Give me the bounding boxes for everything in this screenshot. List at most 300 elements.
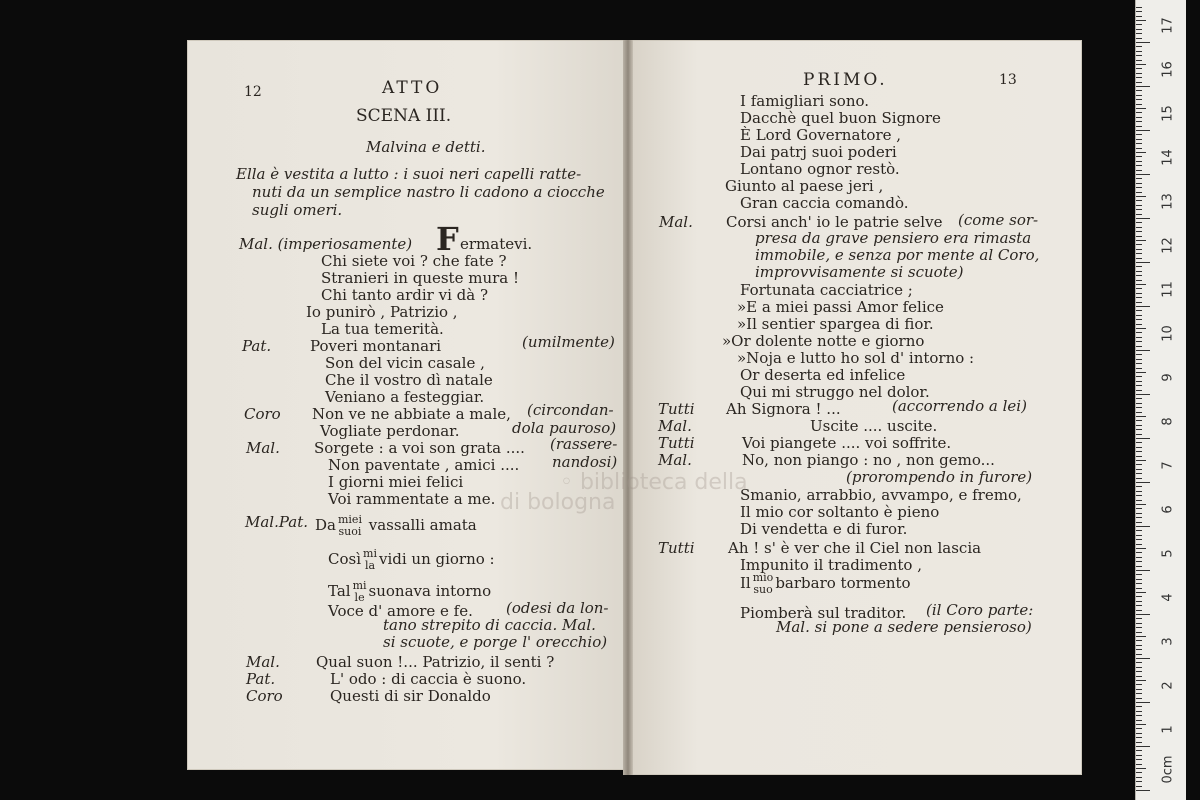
ruler-tick: [1136, 522, 1142, 523]
verse-line: Chi tanto ardir vi dà ?: [321, 286, 489, 304]
ruler-tick: [1136, 728, 1142, 729]
ruler-tick: [1136, 407, 1142, 408]
verse-line: Fortunata cacciatrice ;: [740, 281, 913, 299]
verse-line: »E a miei passi Amor felice: [737, 298, 944, 316]
verse-word: vidi un giorno :: [378, 550, 495, 568]
stage-direction: (umilmente): [522, 333, 615, 351]
ruler-tick: [1136, 214, 1142, 215]
verse-line: Stranieri in queste mura !: [321, 269, 520, 287]
ruler-tick: [1136, 750, 1142, 751]
ruler-label: 8: [1160, 417, 1176, 426]
ruler-tick: [1136, 398, 1142, 399]
ruler-tick: [1136, 293, 1142, 294]
ruler-tick: [1136, 689, 1142, 690]
verse-line: Impunito il tradimento ,: [740, 556, 922, 574]
ruler-tick: [1136, 231, 1142, 232]
ruler-tick: [1136, 596, 1142, 597]
ruler-tick: [1136, 764, 1142, 765]
ruler-tick: [1136, 266, 1142, 267]
stage-direction: tano strepito di caccia. Mal.: [383, 616, 596, 634]
ruler-tick: [1136, 605, 1142, 606]
ruler-tick: [1136, 680, 1146, 681]
speaker-pat: Pat.: [246, 670, 276, 688]
ruler-tick: [1136, 654, 1142, 655]
verse-line: L' odo : di caccia è suono.: [330, 670, 527, 688]
ruler-tick: [1136, 610, 1142, 611]
stage-direction: presa da grave pensiero era rimasta: [755, 229, 1032, 247]
verse-line: Non ve ne abbiate a male,: [312, 405, 511, 423]
verse-line: Il mio cor soltanto è pieno: [740, 503, 940, 521]
speaker-mal: Mal.: [659, 213, 693, 231]
ruler-tick: [1136, 588, 1142, 589]
alt-words: [363, 548, 377, 572]
ruler-tick: [1136, 284, 1146, 285]
verse-line: La tua temerità.: [321, 320, 444, 338]
speaker-mal: Mal.: [658, 451, 692, 469]
verse-word: vassalli amata: [368, 516, 477, 534]
left-page-number: 12: [244, 84, 262, 100]
verse-line: Questi di sir Donaldo: [330, 687, 491, 705]
alt-word: mio: [752, 571, 774, 584]
speaker-coro: Coro: [246, 687, 283, 705]
ruler-tick: [1136, 416, 1146, 417]
verse-line: Ah ! s' è ver che il Ciel non lascia: [728, 539, 982, 557]
verse-line: [328, 548, 495, 572]
verse-line: »Noja e lutto ho sol d' intorno :: [737, 349, 975, 367]
ruler-tick: [1136, 425, 1142, 426]
ruler-tick: [1136, 530, 1142, 531]
ruler-tick: [1136, 319, 1142, 320]
verse-line: Che il vostro dì natale: [325, 371, 493, 389]
stage-direction: (come sor-: [958, 211, 1039, 229]
ruler-tick: [1136, 632, 1142, 633]
ruler-tick: [1136, 495, 1142, 496]
verse-line: Veniano a festeggiar.: [325, 388, 485, 406]
alt-words: [338, 514, 362, 538]
ruler-tick: [1136, 170, 1142, 171]
ruler-tick: [1136, 429, 1142, 430]
verse-line: Vogliate perdonar.: [320, 422, 460, 440]
ruler-tick: [1136, 733, 1142, 734]
ruler-tick: [1136, 16, 1142, 17]
verse-line: È Lord Governatore ,: [740, 126, 902, 144]
ruler-label: 12: [1160, 237, 1176, 254]
ruler-tick: [1136, 236, 1142, 237]
verse-line: Or deserta ed infelice: [740, 366, 906, 384]
verse-line: Lontano ognor restò.: [740, 160, 900, 178]
verse-line: Di vendetta e di furor.: [740, 520, 908, 538]
ruler-tick: [1136, 249, 1142, 250]
ruler-tick: [1136, 434, 1142, 435]
ruler-tick: [1136, 222, 1142, 223]
ruler-tick: [1136, 218, 1150, 219]
verse-word: Da: [315, 516, 336, 534]
ruler-tick: [1136, 786, 1142, 787]
ruler-tick: [1136, 777, 1142, 778]
ruler-tick: [1136, 640, 1142, 641]
verse-line: Voi piangete .... voi soffrite.: [742, 434, 952, 452]
ruler-tick: [1136, 478, 1142, 479]
ruler-tick: [1136, 636, 1146, 637]
ruler-tick: [1136, 253, 1142, 254]
ruler-tick: [1136, 394, 1150, 395]
ruler-tick: [1136, 77, 1142, 78]
ruler-tick: [1136, 368, 1142, 369]
ruler-tick: [1136, 790, 1150, 791]
ruler-tick: [1136, 73, 1142, 74]
ruler-tick: [1136, 486, 1142, 487]
ruler-tick: [1136, 262, 1150, 263]
speaker-mal: Mal.: [658, 417, 692, 435]
ruler-tick: [1136, 178, 1142, 179]
ruler-tick: [1136, 302, 1142, 303]
ruler-tick: [1136, 570, 1150, 571]
ruler-tick: [1136, 539, 1142, 540]
watermark-2: di bologna: [500, 490, 616, 515]
ruler-tick: [1136, 482, 1150, 483]
ruler-tick: [1136, 491, 1142, 492]
ruler-tick: [1136, 552, 1142, 553]
ruler-tick: [1136, 350, 1150, 351]
ruler-tick: [1136, 649, 1142, 650]
ruler-tick: [1136, 64, 1146, 65]
ruler-tick: [1136, 108, 1146, 109]
alt-word: suoi: [338, 525, 362, 538]
scene-heading: SCENA III.: [356, 106, 452, 126]
ruler-label: 11: [1160, 281, 1176, 298]
ruler-tick: [1136, 561, 1142, 562]
ruler-tick: [1136, 38, 1142, 39]
ruler-tick: [1136, 676, 1142, 677]
ruler-label: 14: [1160, 149, 1176, 166]
ruler-tick: [1136, 359, 1142, 360]
stage-direction: si scuote, e porge l' orecchio): [383, 633, 608, 651]
ruler-tick: [1136, 328, 1146, 329]
ruler-tick: [1136, 148, 1142, 149]
verse-line: Ah Signora ! ...: [726, 400, 841, 418]
verse-line: Giunto al paese jeri ,: [725, 177, 884, 195]
stage-direction: (prorompendo in furore): [846, 468, 1033, 486]
verse-line: »Il sentier spargea di fior.: [737, 315, 934, 333]
ruler-tick: [1136, 24, 1142, 25]
ruler-tick: [1136, 227, 1142, 228]
verse-word: Così: [328, 550, 362, 568]
speaker-mal-imperiosamente: Mal. (imperiosamente): [239, 235, 413, 253]
speaker-mal: Mal.: [246, 653, 280, 671]
stage-direction: nandosi): [552, 453, 618, 471]
speaker-tutti: Tutti: [658, 539, 695, 557]
alt-word: mi: [352, 579, 367, 592]
alt-word: mi: [363, 547, 377, 560]
ruler-tick: [1136, 574, 1142, 575]
ruler-tick: [1136, 161, 1142, 162]
verse-line: [328, 580, 491, 604]
verse-line: ermatevi.: [460, 235, 533, 253]
ruler-tick: [1136, 11, 1142, 12]
ruler-tick: [1136, 271, 1142, 272]
measuring-ruler: [1135, 0, 1186, 800]
verse-line: Qui mi struggo nel dolor.: [740, 383, 930, 401]
stage-direction: dola pauroso): [512, 419, 617, 437]
stage-direction: (il Coro parte:: [926, 601, 1034, 619]
ruler-tick: [1136, 772, 1142, 773]
ruler-label: 5: [1160, 549, 1176, 558]
drop-cap: F: [436, 220, 459, 258]
ruler-tick: [1136, 724, 1146, 725]
right-page-number: 13: [999, 72, 1017, 88]
ruler-tick: [1136, 684, 1142, 685]
ruler-tick: [1136, 469, 1142, 470]
ruler-tick: [1136, 451, 1142, 452]
verse-word: Il: [740, 574, 751, 592]
alt-words: [753, 572, 774, 596]
ruler-tick: [1136, 280, 1142, 281]
speaker-mal-pat: Mal.Pat.: [245, 513, 309, 531]
ruler-tick: [1136, 737, 1142, 738]
ruler-tick: [1136, 460, 1146, 461]
ruler-tick: [1136, 390, 1142, 391]
ruler-tick: [1136, 95, 1142, 96]
ruler-tick: [1136, 152, 1146, 153]
verse-line: Dacchè quel buon Signore: [740, 109, 941, 127]
ruler-tick: [1136, 715, 1142, 716]
alt-word: miei: [337, 513, 362, 526]
stage-direction-1: Ella è vestita a lutto : i suoi neri capelli ratte-: [236, 165, 582, 183]
ruler-tick: [1136, 508, 1142, 509]
ruler-tick: [1136, 288, 1142, 289]
verse-line: No, non piango : no , non gemo...: [742, 451, 995, 469]
ruler-tick: [1136, 187, 1142, 188]
ruler-label: 10: [1160, 325, 1176, 342]
ruler-label: 13: [1160, 193, 1176, 210]
right-running-head: PRIMO.: [803, 70, 888, 90]
ruler-tick: [1136, 130, 1150, 131]
ruler-tick: [1136, 192, 1142, 193]
ruler-tick: [1136, 438, 1150, 439]
ruler-tick: [1136, 693, 1142, 694]
stage-direction: improvvisamente si scuote): [755, 263, 964, 281]
verse-line: [315, 514, 477, 538]
ruler-label: 3: [1160, 637, 1176, 646]
alt-word: le: [354, 591, 365, 604]
verse-word: barbaro tormento: [775, 574, 911, 592]
verse-line: Poveri montanari: [310, 337, 442, 355]
ruler-tick: [1136, 381, 1142, 382]
ruler-tick: [1136, 442, 1142, 443]
ruler-tick: [1136, 592, 1146, 593]
ruler-tick: [1136, 104, 1142, 105]
stage-direction: (accorrendo a lei): [892, 397, 1027, 415]
ruler-tick: [1136, 341, 1142, 342]
ruler-tick: [1136, 759, 1142, 760]
book-gutter: [623, 40, 633, 775]
ruler-tick: [1136, 746, 1150, 747]
ruler-label: 6: [1160, 505, 1176, 514]
ruler-tick: [1136, 354, 1142, 355]
ruler-tick: [1136, 310, 1142, 311]
ruler-tick: [1136, 337, 1142, 338]
ruler-tick: [1136, 579, 1142, 580]
verse-word: suonava intorno: [368, 582, 492, 600]
ruler-tick: [1136, 121, 1142, 122]
ruler-tick: [1136, 143, 1142, 144]
ruler-tick: [1136, 346, 1142, 347]
ruler-tick: [1136, 55, 1142, 56]
ruler-tick: [1136, 526, 1150, 527]
stage-direction: (rassere-: [550, 435, 618, 453]
ruler-tick: [1136, 82, 1142, 83]
ruler-tick: [1136, 60, 1142, 61]
verse-line: Chi siete voi ? che fate ?: [321, 252, 507, 270]
verse-line: Voce d' amore e fe.: [328, 602, 473, 620]
ruler-tick: [1136, 504, 1146, 505]
stage-direction: Mal. si pone a sedere pensieroso): [776, 618, 1032, 636]
verse-line: I giorni miei felici: [328, 473, 464, 491]
ruler-tick: [1136, 165, 1142, 166]
ruler-tick: [1136, 372, 1146, 373]
ruler-tick: [1136, 99, 1142, 100]
ruler-label: 4: [1160, 593, 1176, 602]
ruler-tick: [1136, 33, 1142, 34]
ruler-tick: [1136, 139, 1142, 140]
ruler-tick: [1136, 658, 1150, 659]
speaker-tutti: Tutti: [658, 400, 695, 418]
ruler-tick: [1136, 306, 1150, 307]
ruler-tick: [1136, 403, 1142, 404]
ruler-tick: [1136, 324, 1142, 325]
ruler-tick: [1136, 601, 1142, 602]
speaker-mal: Mal.: [246, 439, 280, 457]
ruler-tick: [1136, 412, 1142, 413]
verse-line: Qual suon !... Patrizio, il senti ?: [316, 653, 555, 671]
ruler-tick: [1136, 473, 1142, 474]
ruler-tick: [1136, 332, 1142, 333]
stage-direction: (odesi da lon-: [506, 599, 609, 617]
ruler-label: 15: [1160, 105, 1176, 122]
ruler-tick: [1136, 706, 1142, 707]
ruler-tick: [1136, 126, 1142, 127]
ruler-tick: [1136, 244, 1142, 245]
ruler-tick: [1136, 51, 1142, 52]
verse-line: Io punirò , Patrizio ,: [306, 303, 458, 321]
stage-direction: immobile, e senza por mente al Coro,: [755, 246, 1040, 264]
ruler-tick: [1136, 68, 1142, 69]
ruler-tick: [1136, 755, 1142, 756]
ruler-tick: [1136, 240, 1146, 241]
stage-direction: (circondan-: [527, 401, 614, 419]
verse-line: Piomberà sul traditor.: [740, 604, 907, 622]
ruler-tick: [1136, 544, 1142, 545]
verse-line: Son del vicin casale ,: [325, 354, 485, 372]
ruler-tick: [1136, 517, 1142, 518]
watermark: ◦ biblioteca della: [560, 470, 748, 495]
ruler-tick: [1136, 742, 1142, 743]
ruler-tick: [1136, 275, 1142, 276]
verse-line: Gran caccia comandò.: [740, 194, 909, 212]
ruler-tick: [1136, 464, 1142, 465]
ruler-tick: [1136, 768, 1146, 769]
ruler-tick: [1136, 513, 1142, 514]
verse-line: [740, 572, 911, 596]
verse-line: Voi rammentate a me.: [328, 490, 496, 508]
ruler-label: 17: [1160, 17, 1176, 34]
left-running-head: ATTO: [382, 78, 443, 98]
ruler-tick: [1136, 196, 1146, 197]
ruler-tick: [1136, 258, 1142, 259]
ruler-tick: [1136, 548, 1146, 549]
ruler-tick: [1136, 42, 1150, 43]
stage-direction-2: nuti da un semplice nastro li cadono a ciocche: [252, 183, 605, 201]
ruler-tick: [1136, 698, 1142, 699]
ruler-tick: [1136, 29, 1142, 30]
ruler-tick: [1136, 618, 1142, 619]
ruler-tick: [1136, 720, 1142, 721]
ruler-tick: [1136, 376, 1142, 377]
ruler-tick: [1136, 535, 1142, 536]
ruler-tick: [1136, 645, 1142, 646]
alt-word: suo: [753, 583, 773, 596]
ruler-tick: [1136, 662, 1142, 663]
verse-line: Uscite .... uscite.: [810, 417, 938, 435]
ruler-tick: [1136, 363, 1142, 364]
ruler-tick: [1136, 583, 1142, 584]
ruler-tick: [1136, 112, 1142, 113]
ruler-tick: [1136, 781, 1142, 782]
stage-direction-3: sugli omeri.: [252, 201, 343, 219]
ruler-tick: [1136, 711, 1142, 712]
alt-words: [353, 580, 367, 604]
alt-word: la: [364, 559, 376, 572]
ruler-tick: [1136, 315, 1142, 316]
verse-line: Non paventate , amici ....: [328, 456, 520, 474]
ruler-tick: [1136, 385, 1142, 386]
verse-line: Sorgete : a voi son grata ....: [314, 439, 525, 457]
ruler-tick: [1136, 667, 1142, 668]
speaker-pat: Pat.: [242, 337, 272, 355]
ruler-tick: [1136, 183, 1142, 184]
ruler-tick: [1136, 134, 1142, 135]
ruler-tick: [1136, 671, 1142, 672]
ruler-tick: [1136, 557, 1142, 558]
ruler-tick: [1136, 20, 1146, 21]
characters-line: Malvina e detti.: [366, 138, 486, 156]
ruler-tick: [1136, 46, 1142, 47]
ruler-tick: [1136, 7, 1142, 8]
verse-word: Tal: [328, 582, 351, 600]
ruler-tick: [1136, 420, 1142, 421]
verse-line: Dai patrj suoi poderi: [740, 143, 897, 161]
verse-line: »Or dolente notte e giorno: [722, 332, 925, 350]
ruler-label: 0cm: [1160, 755, 1176, 784]
verse-line: Smanio, arrabbio, avvampo, e fremo,: [740, 486, 1022, 504]
speaker-tutti: Tutti: [658, 434, 695, 452]
ruler-tick: [1136, 447, 1142, 448]
ruler-tick: [1136, 174, 1150, 175]
ruler-label: 9: [1160, 373, 1176, 382]
verse-line: I famigliari sono.: [740, 92, 870, 110]
ruler-tick: [1136, 456, 1142, 457]
ruler-label: 2: [1160, 681, 1176, 690]
ruler-tick: [1136, 566, 1142, 567]
ruler-label: 16: [1160, 61, 1176, 78]
ruler-label: 7: [1160, 461, 1176, 470]
ruler-tick: [1136, 623, 1142, 624]
ruler-tick: [1136, 500, 1142, 501]
ruler-tick: [1136, 209, 1142, 210]
ruler-tick: [1136, 86, 1150, 87]
ruler-tick: [1136, 90, 1142, 91]
ruler-tick: [1136, 200, 1142, 201]
